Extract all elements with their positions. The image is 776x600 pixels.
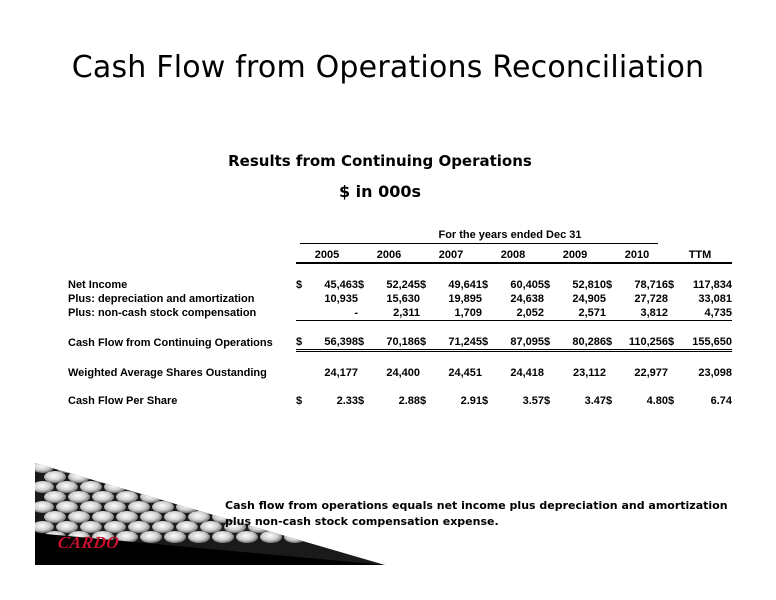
year-header: 2009 — [544, 245, 606, 263]
currency-symbol: $ — [606, 279, 613, 291]
cell-value: 117,834 — [692, 279, 732, 291]
row-label: Plus: depreciation and amortization — [68, 293, 255, 305]
currency-symbol: $ — [358, 279, 365, 291]
currency-symbol: $ — [420, 279, 427, 291]
currency-symbol: $ — [358, 395, 365, 407]
cell-value: 45,463 — [324, 279, 358, 291]
currency-symbol: $ — [296, 395, 303, 407]
cell-value: 24,418 — [510, 367, 544, 379]
cell-value: 87,095 — [492, 335, 544, 351]
currency-symbol: $ — [420, 335, 430, 351]
cell-value: 4.80 — [646, 395, 668, 407]
cell-value: 110,256 — [616, 335, 668, 351]
cell-value: 19,895 — [448, 293, 482, 305]
cell-value: 78,716 — [634, 279, 668, 291]
cell-value: 1,709 — [430, 306, 482, 321]
row-label: Weighted Average Shares Oustanding — [68, 367, 267, 379]
cell-value: 49,641 — [448, 279, 482, 291]
cell-value: 15,630 — [386, 293, 420, 305]
cell-value: 2.33 — [336, 395, 358, 407]
year-header: 2010 — [606, 245, 668, 263]
cell-value: 24,177 — [324, 367, 358, 379]
currency-symbol: $ — [606, 335, 616, 351]
cell-value: 2.91 — [460, 395, 482, 407]
cell-value: 52,245 — [386, 279, 420, 291]
year-header: 2008 — [482, 245, 544, 263]
cell-value: 80,286 — [554, 335, 606, 351]
currency-symbol: $ — [668, 335, 678, 351]
year-header: TTM — [668, 245, 732, 263]
cell-value: 3,812 — [616, 306, 668, 321]
table-row — [68, 394, 732, 408]
currency-symbol: $ — [544, 335, 554, 351]
currency-symbol: $ — [606, 395, 613, 407]
cell-value: 2,571 — [554, 306, 606, 321]
cell-value: - — [306, 306, 358, 321]
currency-symbol: $ — [358, 335, 368, 351]
year-header: 2005 — [296, 245, 358, 263]
cell-value: 52,810 — [572, 279, 606, 291]
cell-value: 24,905 — [572, 293, 606, 305]
cell-value: 4,735 — [678, 306, 732, 321]
cell-value: 70,186 — [368, 335, 420, 351]
table-row — [68, 306, 732, 321]
year-header: 2006 — [358, 245, 420, 263]
period-header: For the years ended Dec 31 — [438, 229, 582, 241]
period-header-rule — [300, 243, 658, 244]
row-label: Cash Flow from Continuing Operations — [68, 336, 273, 349]
currency-symbol: $ — [482, 279, 489, 291]
cell-value: 2.88 — [398, 395, 420, 407]
cell-value: 155,650 — [678, 335, 732, 351]
table-row — [68, 366, 732, 380]
units-subtitle: $ in 000s — [338, 182, 422, 201]
cell-value: 10,935 — [324, 293, 358, 305]
currency-symbol: $ — [296, 279, 303, 291]
cell-value: 27,728 — [634, 293, 668, 305]
currency-symbol: $ — [668, 279, 675, 291]
table-row — [68, 292, 732, 306]
table-row — [68, 278, 732, 292]
financial-table — [68, 245, 732, 408]
section-subtitle: Results from Continuing Operations — [228, 152, 532, 170]
cell-value: 23,098 — [698, 367, 732, 379]
row-label: Net Income — [68, 279, 128, 291]
currency-symbol: $ — [420, 395, 427, 407]
cell-value: 24,451 — [448, 367, 482, 379]
footnote-text: Cash flow from operations equals net income plus depreciation and amortization plus non-cash stock compensation expense. — [225, 499, 728, 528]
cell-value: 6.74 — [710, 395, 732, 407]
table-row — [68, 335, 732, 351]
year-header: 2007 — [420, 245, 482, 263]
currency-symbol: $ — [668, 395, 675, 407]
company-logo: CARDO — [56, 533, 121, 552]
cell-value: 2,052 — [492, 306, 544, 321]
year-header-row — [68, 245, 732, 263]
cell-value: 56,398 — [306, 335, 358, 351]
cell-value: 71,245 — [430, 335, 482, 351]
currency-symbol: $ — [544, 279, 551, 291]
cell-value: 24,638 — [510, 293, 544, 305]
cell-value: 3.57 — [522, 395, 544, 407]
cell-value: 24,400 — [386, 367, 420, 379]
cell-value: 3.47 — [584, 395, 606, 407]
cell-value: 33,081 — [698, 293, 732, 305]
cell-value: 60,405 — [510, 279, 544, 291]
currency-symbol: $ — [544, 395, 551, 407]
currency-symbol: $ — [482, 335, 492, 351]
slide-title: Cash Flow from Operations Reconciliation — [71, 50, 705, 85]
currency-symbol: $ — [296, 335, 306, 351]
cell-value: 23,112 — [572, 367, 606, 379]
currency-symbol: $ — [482, 395, 489, 407]
cell-value: 2,311 — [368, 306, 420, 321]
cell-value: 22,977 — [634, 367, 668, 379]
row-label: Cash Flow Per Share — [68, 395, 178, 407]
row-label: Plus: non-cash stock compensation — [68, 307, 257, 320]
